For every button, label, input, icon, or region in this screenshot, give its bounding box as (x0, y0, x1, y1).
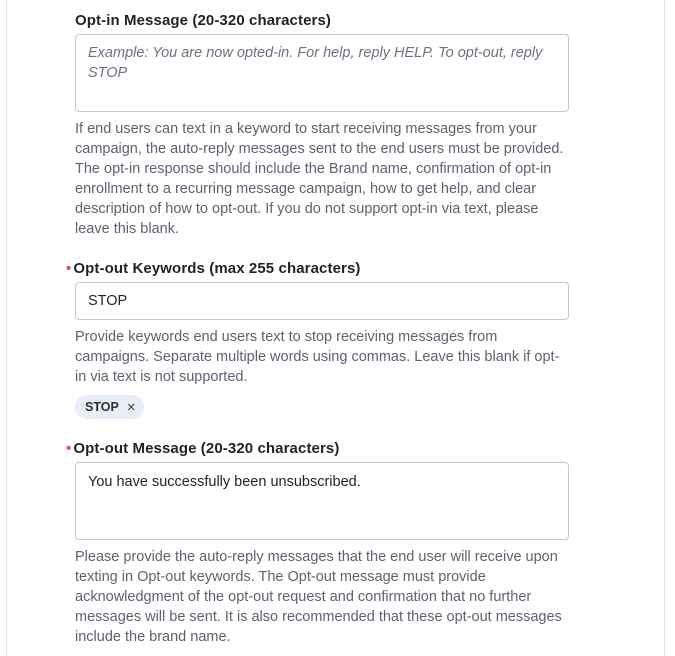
optout-keywords-label-row (66, 259, 569, 279)
optin-message-help: If end users can text in a keyword to start receiving messages from your campaign, the auto-reply messages sent to the end users must be provided. The opt-in response should include the Brand name, confirmation of opt-in enrollment to a recurring message campaign, how to get help, and clear description of how to opt-out. If you do not support opt-in via text, please leave this blank. (75, 121, 564, 237)
optin-message-textarea[interactable] (75, 34, 569, 112)
optout-message-label-row (66, 439, 569, 459)
optout-keywords-value: STOP (88, 293, 128, 309)
required-indicator: • (66, 260, 72, 277)
close-icon[interactable]: × (126, 398, 136, 416)
optout-message-label: Opt-out Message (20-320 characters) (73, 440, 340, 457)
optin-message-label: Opt-in Message (20-320 characters) (75, 12, 332, 29)
keyword-chip-label: STOP (85, 400, 119, 414)
keyword-chip (75, 395, 144, 419)
optout-keywords-help: Provide keywords end users text to stop receiving messages from campaigns. Separate multiple words using commas. Leave this blank if opt-in via text is not supported. (75, 329, 560, 385)
optout-message-help: Please provide the auto-reply messages that the end user will receive upon texting in Opt-out keywords. The Opt-out message must provide acknowledgment of the opt-out request and confirmation that no further messages will be sent. It is also recommended that these opt-out messages include the brand name. (75, 549, 562, 645)
optout-keywords-label: Opt-out Keywords (max 255 characters) (73, 260, 361, 277)
optout-message-value: You have successfully been unsubscribed. (88, 474, 361, 490)
optout-keywords-input[interactable] (75, 282, 569, 320)
optout-message-textarea[interactable] (75, 462, 569, 540)
optin-message-placeholder: Example: You are now opted-in. For help, reply HELP. To opt-out, reply STOP (88, 45, 543, 81)
required-indicator: • (66, 440, 72, 457)
